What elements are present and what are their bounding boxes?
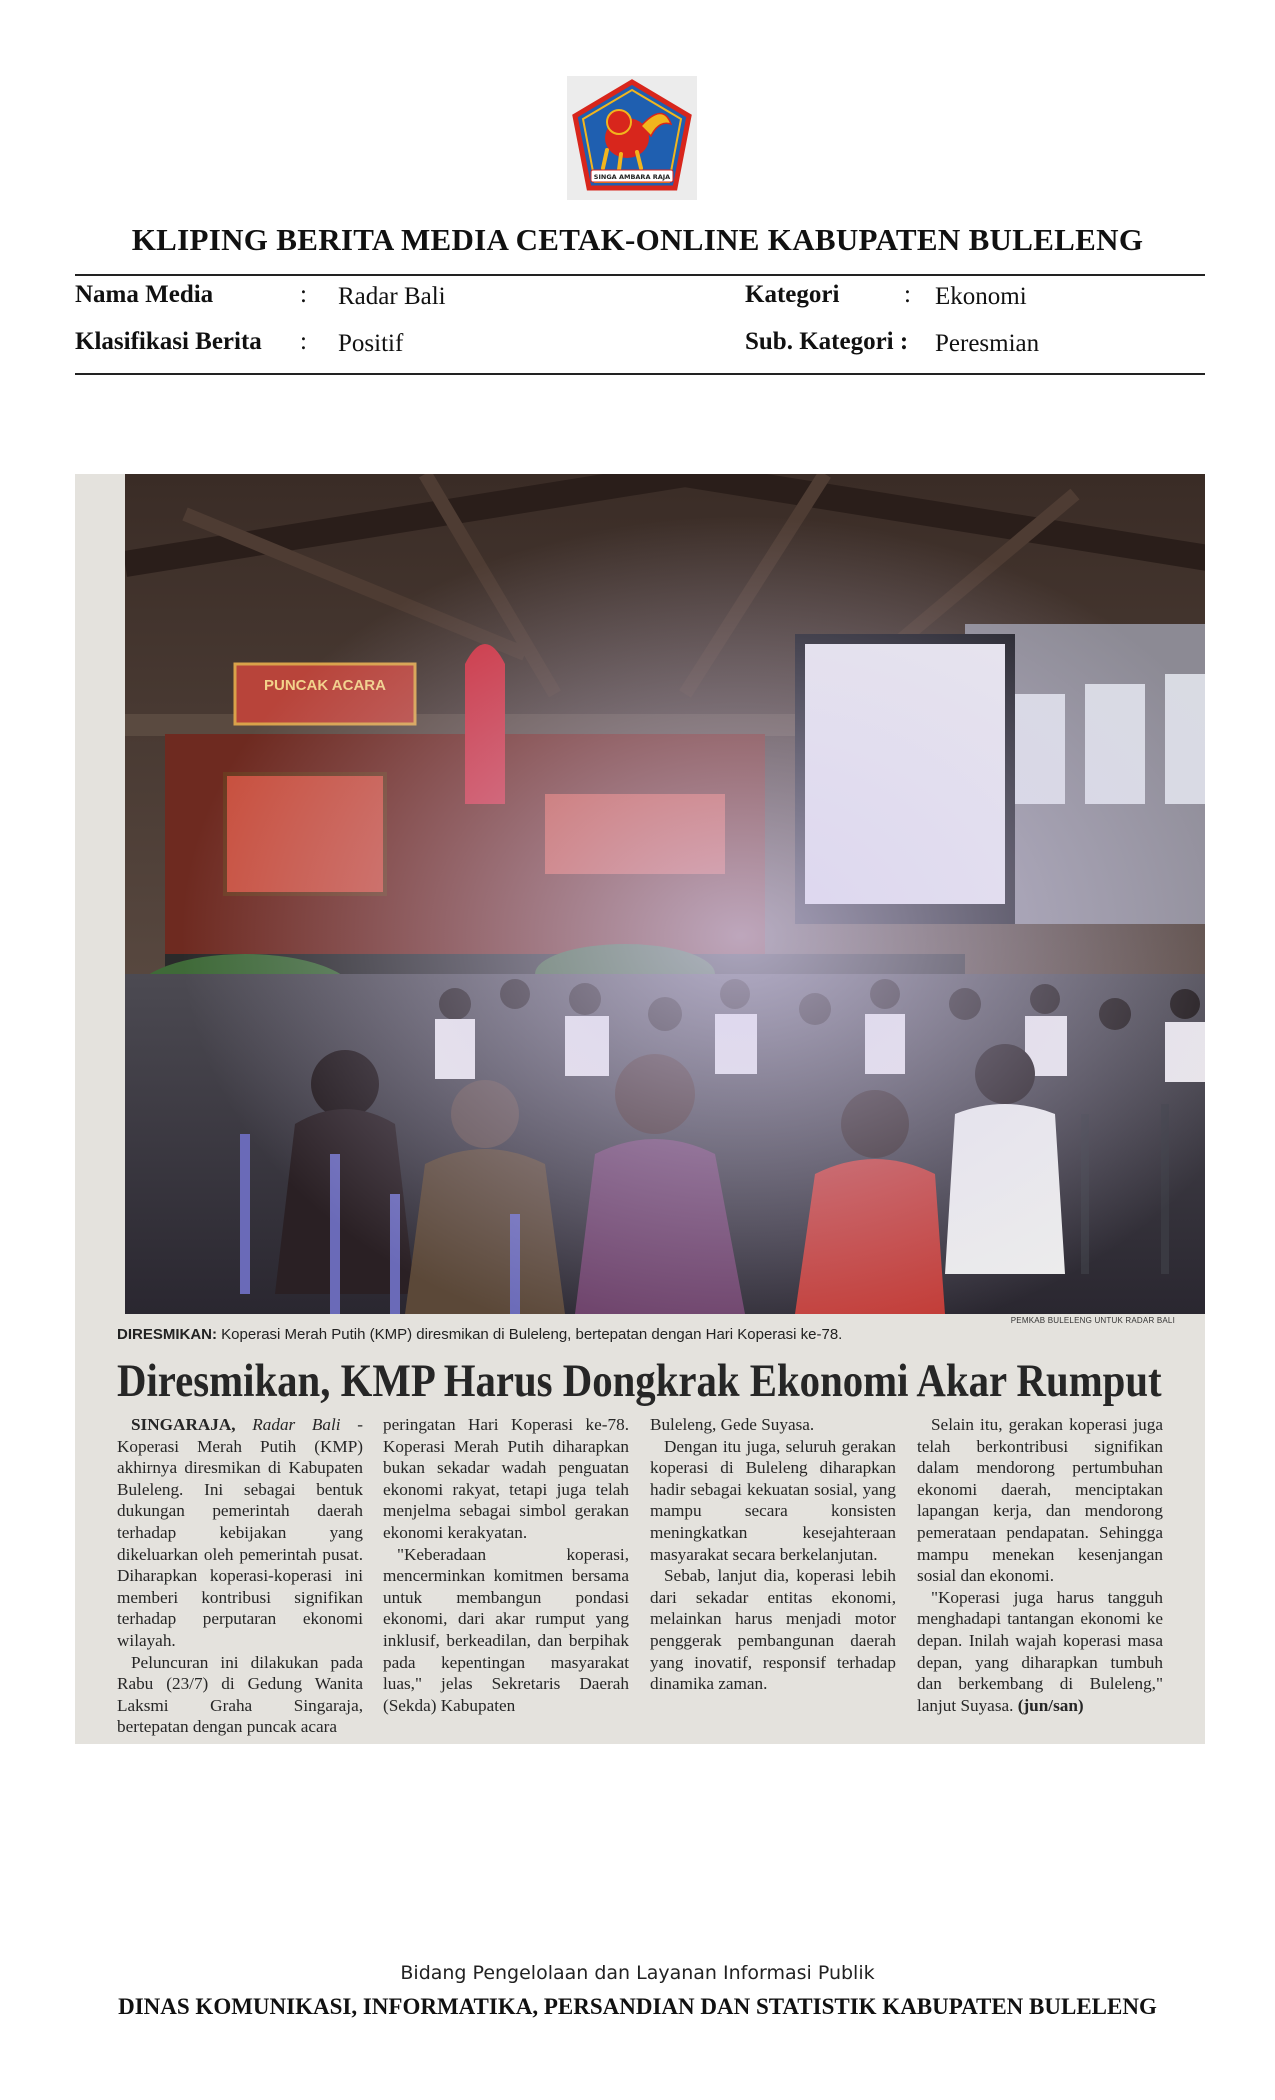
singa-ambara-raja-crest-icon [567, 76, 697, 200]
col1-paragraph-2: Peluncuran ini dilakukan pada Rabu (23/7) di Gedung Wanita Laksmi Graha Singaraja, bertepatan dengan puncak acara [117, 1652, 363, 1737]
kategori-label: Kategori [745, 281, 840, 308]
kategori-value: Ekonomi [935, 283, 1027, 310]
photo-credit: PEMKAB BULELENG UNTUK RADAR BALI [1010, 1316, 1175, 1325]
footer-agency: DINAS KOMUNIKASI, INFORMATIKA, PERSANDIAN DAN STATISTIK KABUPATEN BULELENG [118, 1994, 1157, 2019]
klasifikasi-separator: : [300, 328, 307, 355]
footer-department: Bidang Pengelolaan dan Layanan Informasi Publik [400, 1962, 875, 1984]
article-column-4 [917, 1414, 1163, 1716]
article-column-1 [117, 1414, 363, 1738]
newspaper-clipping [75, 474, 1205, 1744]
author-signature: (jun/san) [1017, 1695, 1084, 1715]
dateline: SINGARAJA, [131, 1415, 236, 1434]
klasifikasi-value: Positif [338, 330, 404, 357]
event-photo [125, 474, 1205, 1314]
col3-paragraph-1: Buleleng, Gede Suyasa. [650, 1415, 815, 1434]
sub-kategori-value: Peresmian [935, 330, 1040, 357]
article-column-3 [650, 1414, 896, 1695]
page-title: KLIPING BERITA MEDIA CETAK-ONLINE KABUPATEN BULELENG [131, 222, 1144, 257]
caption-text: Koperasi Merah Putih (KMP) diresmikan di Buleleng, bertepatan dengan Hari Koperasi ke-78. [217, 1326, 843, 1343]
article-headline: Diresmikan, KMP Harus Dongkrak Ekonomi Akar Rumput [117, 1355, 1162, 1407]
col4-paragraph-1: Selain itu, gerakan koperasi juga telah berkontribusi signifikan dalam mendorong pertumbuhan ekonomi daerah, menciptakan lapangan kerja, dan mendorong pemerataan pendapatan. Sehingga mampu menekan kesenjangan sosial dan ekonomi. [917, 1415, 1163, 1586]
logo-caption: SINGA AMBARA RAJA [593, 173, 671, 181]
dateline-source: Radar Bali [252, 1415, 341, 1434]
media-separator: : [300, 281, 307, 308]
photo-caption [117, 1326, 842, 1343]
col3-paragraph-2: Dengan itu juga, seluruh gerakan koperasi di Buleleng diharapkan hadir sebagai kekuatan sosial, yang mampu secara konsisten meningkatkan kesejahteraan masyarakat secara berkelanjutan. [650, 1436, 896, 1564]
sub-kategori-label: Sub. Kategori : [745, 328, 909, 355]
media-value: Radar Bali [338, 283, 446, 310]
kategori-separator: : [904, 281, 911, 308]
top-divider [75, 274, 1205, 276]
media-label: Nama Media [75, 281, 214, 308]
col1-paragraph-1: - Koperasi Merah Putih (KMP) akhirnya diresmikan di Kabupaten Buleleng. Ini sebagai bentuk dukungan pemerintah daerah terhadap kebijakan yang dikeluarkan oleh pemerintah pusat. Diharapkan koperasi-koperasi ini memberi kontribusi signifikan terhadap perputaran ekonomi wilayah. [117, 1415, 363, 1650]
col2-paragraph-1: peringatan Hari Koperasi ke-78. Koperasi Merah Putih diharapkan bukan sekadar wadah penguatan ekonomi rakyat, tetapi juga telah menjelma sebagai simbol gerakan ekonomi kerakyatan. [383, 1415, 629, 1542]
article-column-2 [383, 1414, 629, 1716]
klasifikasi-label: Klasifikasi Berita [75, 328, 262, 355]
col3-paragraph-3: Sebab, lanjut dia, koperasi lebih dari sekadar entitas ekonomi, melainkan harus menjadi motor penggerak pembangunan daerah yang inovatif, responsif terhadap dinamika zaman. [650, 1566, 896, 1694]
caption-lead: DIRESMIKAN: [117, 1326, 217, 1343]
col4-paragraph-2: "Koperasi juga harus tangguh menghadapi tantangan ekonomi ke depan. Inilah wajah koperasi masa depan, yang diharapkan tumbuh dan berkembang di Buleleng," lanjut Suyasa. [917, 1587, 1163, 1715]
col2-paragraph-2: "Keberadaan koperasi, mencerminkan komitmen bersama untuk membangun pondasi ekonomi, dari akar rumput yang inklusif, berkeadilan, dan berpihak pada kepentingan masyarakat luas," jelas Sekretaris Daerah (Sekda) Kabupaten [383, 1544, 629, 1715]
bottom-divider [75, 373, 1205, 375]
